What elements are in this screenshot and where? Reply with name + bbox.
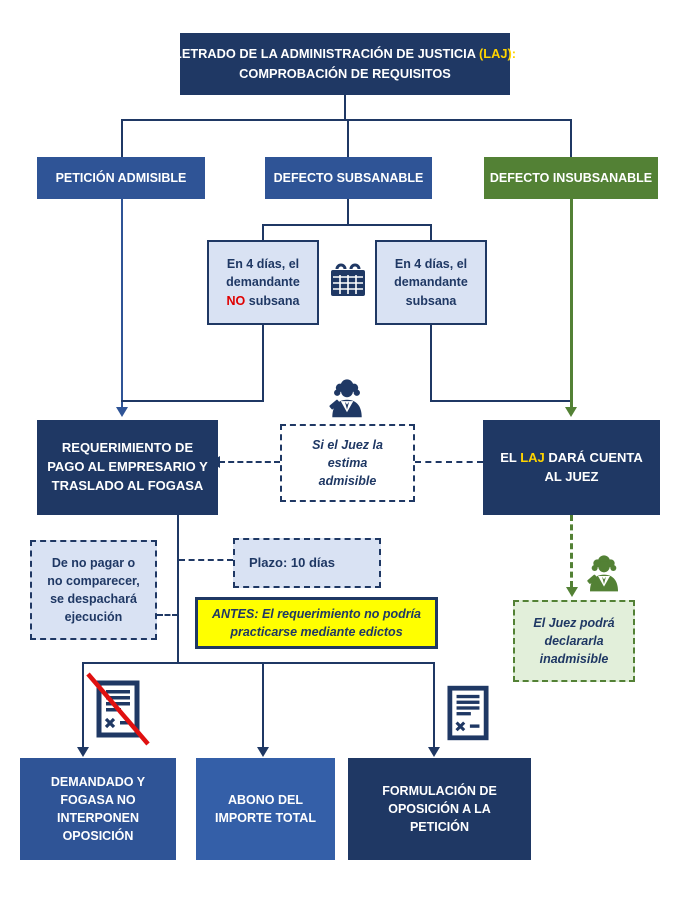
connector-line-green bbox=[570, 199, 573, 408]
header-box bbox=[174, 33, 516, 95]
text-line: Si el Juez la bbox=[312, 437, 383, 452]
text-line bbox=[500, 449, 643, 468]
connector-dashed bbox=[157, 614, 178, 616]
branch-label: DEFECTO INSUBSANABLE bbox=[489, 170, 653, 185]
text-line: PAGO AL EMPRESARIO Y bbox=[47, 459, 208, 475]
connector-line bbox=[430, 325, 432, 402]
connector-line bbox=[262, 325, 264, 402]
text-line: demandante bbox=[226, 275, 300, 290]
no-emphasis-text: NO bbox=[226, 293, 246, 308]
box-requerimiento-pago bbox=[37, 420, 218, 515]
box-laj-dara-cuenta bbox=[483, 420, 660, 515]
text-line: subsana bbox=[405, 293, 457, 308]
laj-emphasis-text: LAJ bbox=[520, 449, 545, 465]
arrow-down-icon bbox=[116, 407, 128, 417]
text-line: admisible bbox=[318, 474, 377, 489]
connector-line bbox=[121, 119, 123, 157]
connector-dashed-green bbox=[570, 515, 573, 587]
connector-line bbox=[82, 662, 84, 748]
text-line: De no pagar o bbox=[51, 555, 136, 570]
branch-peticion-admisible bbox=[37, 157, 205, 199]
box-abono-importe bbox=[196, 758, 335, 860]
note-antes-edictos bbox=[195, 597, 438, 649]
connector-line bbox=[262, 662, 264, 748]
connector-line bbox=[347, 119, 349, 157]
text-line: se despachará bbox=[50, 592, 137, 606]
connector-dashed bbox=[415, 461, 483, 463]
text-line: estima bbox=[327, 455, 368, 470]
arrow-down-green-icon bbox=[566, 587, 578, 597]
branch-defecto-insubsanable bbox=[484, 157, 658, 199]
text-line: declararla bbox=[544, 633, 604, 648]
arrow-down-green-icon bbox=[565, 407, 577, 417]
document-crossed-icon bbox=[96, 678, 140, 740]
text-line bbox=[227, 292, 300, 310]
connector-dashed bbox=[179, 559, 233, 561]
arrow-down-icon bbox=[257, 747, 269, 757]
text-line: FORMULACIÓN DE bbox=[382, 783, 497, 798]
note-de-no-pagar bbox=[30, 540, 157, 640]
text-line: ANTES: El requerimiento no podría bbox=[211, 606, 422, 621]
connector-line bbox=[121, 199, 123, 408]
text-line: INTERPONEN bbox=[57, 811, 139, 825]
header-line1 bbox=[174, 44, 516, 64]
text-segment: EL bbox=[500, 449, 521, 465]
box-formulacion-oposicion bbox=[348, 758, 531, 860]
text-line: AL JUEZ bbox=[544, 468, 599, 484]
text-line: ejecución bbox=[64, 610, 123, 625]
text-line: El Juez podrá bbox=[533, 615, 615, 630]
connector-dashed bbox=[219, 461, 280, 463]
text-line: subsana bbox=[245, 293, 300, 308]
connector-line bbox=[347, 199, 349, 226]
branch-label: DEFECTO SUBSANABLE bbox=[273, 170, 424, 185]
arrow-down-icon bbox=[428, 747, 440, 757]
plazo-text: Plazo: 10 días bbox=[249, 554, 335, 570]
text-line: no comparecer, bbox=[47, 573, 140, 588]
header-laj-text: (LAJ): bbox=[479, 46, 516, 62]
box-no-subsana bbox=[207, 240, 319, 325]
text-line: OPOSICIÓN A LA bbox=[388, 801, 491, 816]
connector-line bbox=[570, 119, 572, 157]
text-line: En 4 días, el bbox=[394, 257, 468, 272]
connector-line bbox=[177, 515, 179, 664]
text-line: inadmisible bbox=[539, 652, 609, 667]
text-line: ABONO DEL bbox=[228, 792, 303, 807]
connector-line bbox=[430, 400, 572, 402]
judge-gavel-icon-green bbox=[584, 552, 624, 596]
connector-line bbox=[430, 224, 432, 240]
note-si-el-juez bbox=[280, 424, 415, 502]
text-line: En 4 días, el bbox=[226, 257, 300, 272]
calendar-icon bbox=[329, 262, 367, 298]
box-si-subsana bbox=[375, 240, 487, 325]
header-title-text: LETRADO DE LA ADMINISTRACIÓN DE JUSTICIA bbox=[174, 46, 480, 62]
note-juez-inadmisible bbox=[513, 600, 635, 682]
connector-line bbox=[344, 95, 346, 121]
connector-line bbox=[433, 662, 435, 748]
text-line: IMPORTE TOTAL bbox=[215, 811, 316, 825]
text-line: PETICIÓN bbox=[409, 820, 470, 835]
text-line: demandante bbox=[394, 275, 468, 290]
branch-label: PETICIÓN ADMISIBLE bbox=[55, 170, 187, 185]
text-line: practicarse mediante edictos bbox=[230, 625, 403, 639]
header-line2: COMPROBACIÓN DE REQUISITOS bbox=[239, 66, 451, 81]
judge-gavel-icon bbox=[326, 376, 368, 422]
connector-line bbox=[82, 662, 435, 664]
connector-line bbox=[121, 400, 264, 402]
arrow-down-icon bbox=[77, 747, 89, 757]
document-icon bbox=[447, 684, 489, 742]
connector-line bbox=[262, 224, 432, 226]
text-line: FOGASA NO bbox=[60, 792, 136, 807]
text-line: OPOSICIÓN bbox=[62, 829, 134, 844]
connector-line bbox=[262, 224, 264, 240]
text-segment: DARÁ CUENTA bbox=[544, 449, 643, 465]
text-line: REQUERIMIENTO DE bbox=[61, 440, 194, 456]
text-line: DEMANDADO Y bbox=[50, 774, 146, 789]
text-line: TRASLADO AL FOGASA bbox=[51, 477, 204, 493]
note-plazo bbox=[233, 538, 381, 588]
box-demandado-fogasa bbox=[20, 758, 176, 860]
branch-defecto-subsanable bbox=[265, 157, 432, 199]
